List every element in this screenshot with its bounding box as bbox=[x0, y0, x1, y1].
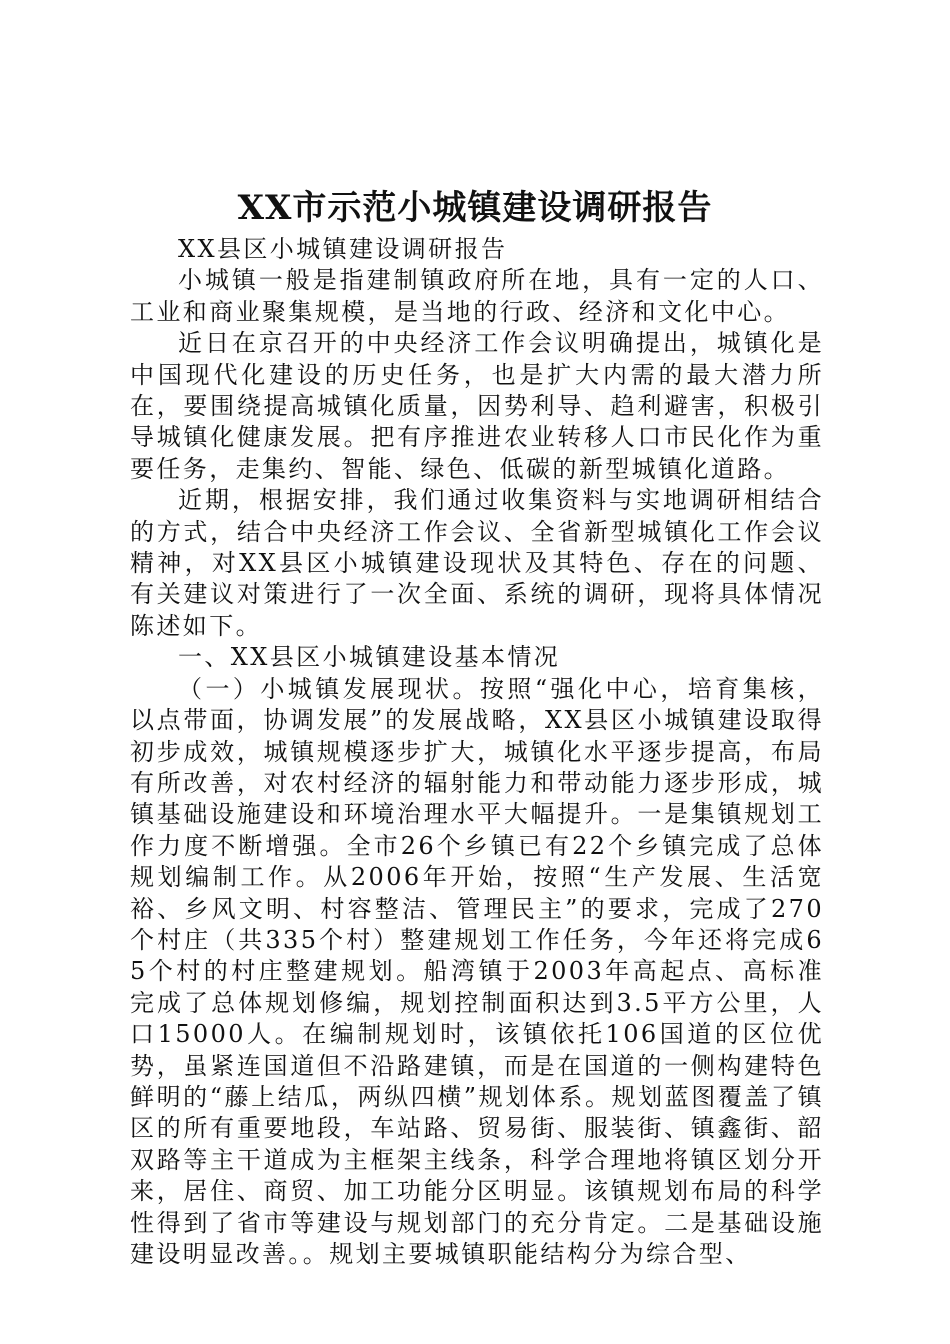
body-paragraph: 近期，根据安排，我们通过收集资料与实地调研相结合的方式，结合中央经济工作会议、全省新型城镇化工作会议精神，对XX县区小城镇建设现状及其特色、存在的问题、有关建议对策进行了一次全面、系统的调研，现将具体情况陈述如下。 bbox=[130, 486, 824, 640]
body-paragraph: 近日在京召开的中央经济工作会议明确提出，城镇化是中国现代化建设的历史任务，也是扩大内需的最大潜力所在，要围绕提高城镇化质量，因势利导、趋利避害，积极引导城镇化健康发展。把有序推进农业转移人口市民化作为重要任务，走集约、智能、绿色、低碳的新型城镇化道路。 bbox=[130, 329, 824, 483]
body-paragraph: （一）小城镇发展现状。按照“强化中心，培育集核，以点带面，协调发展”的发展战略，XX县区小城镇建设取得初步成效，城镇规模逐步扩大，城镇化水平逐步提高，布局有所改善，对农村经济的辐射能力和带动能力逐步形成，城镇基础设施建设和环境治理水平大幅提升。一是集镇规划工作力度不断增强。全市26个乡镇已有22个乡镇完成了总体规划编制工作。从2006年开始，按照“生产发展、生活宽裕、乡风文明、村容整洁、管理民主”的要求，完成了270个村庄（共335个村）整建规划工作任务，今年还将完成65个村的村庄整建规划。船湾镇于2003年高起点、高标准完成了总体规划修编，规划控制面积达到3.5平方公里，人口15000人。在编制规划时，该镇依托106国道的区位优势，虽紧连国道但不沿路建镇，而是在国道的一侧构建特色鲜明的“藤上结瓜，两纵四横”规划体系。规划蓝图覆盖了镇区的所有重要地段，车站路、贸易街、服装街、镇鑫街、韶双路等主干道成为主框架主线条，科学合理地将镇区划分开来，居住、商贸、加工功能分区明显。该镇规划布局的科学性得到了省市等建设与规划部门的充分肯定。二是基础设施建设明显改善。。规划主要城镇职能结构分为综合型、 bbox=[130, 674, 824, 1268]
section-heading: 一、XX县区小城镇建设基本情况 bbox=[178, 643, 561, 672]
document-body bbox=[130, 234, 824, 1270]
document-title: XX市示范小城镇建设调研报告 bbox=[237, 188, 713, 228]
body-paragraph: 小城镇一般是指建制镇政府所在地，具有一定的人口、工业和商业聚集规模，是当地的行政、经济和文化中心。 bbox=[130, 266, 824, 326]
subtitle-paragraph: XX县区小城镇建设调研报告 bbox=[178, 235, 508, 263]
